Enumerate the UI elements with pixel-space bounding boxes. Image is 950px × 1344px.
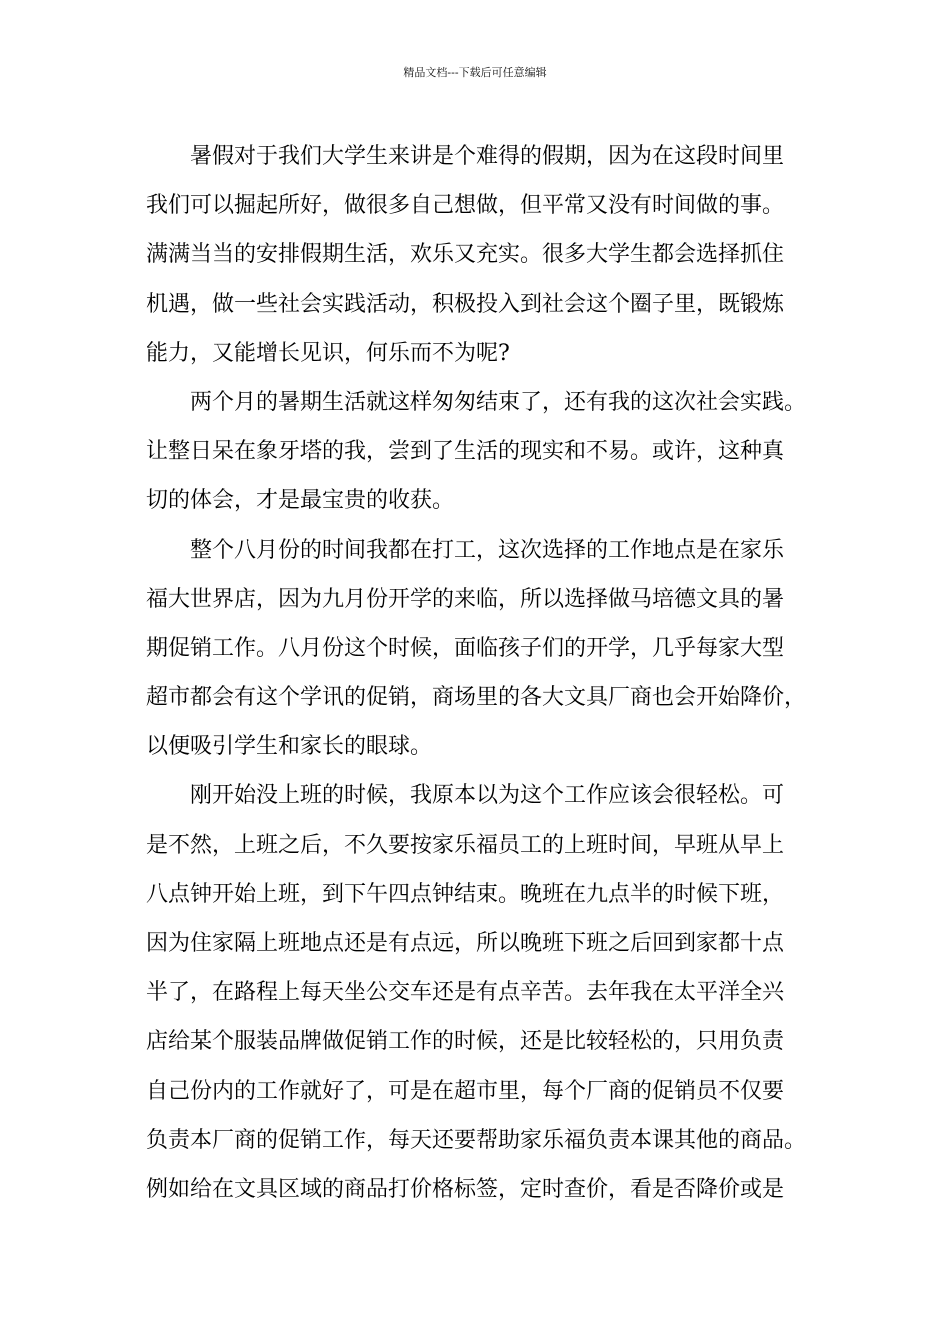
paragraph [146, 771, 818, 1214]
text-line: 刚开始没上班的时候，我原本以为这个工作应该会很轻松。可 [190, 783, 785, 809]
text-line: 半了，在路程上每天坐公交车还是有点辛苦。去年我在太平洋全兴 [146, 980, 785, 1006]
text-line: 负责本厂商的促销工作，每天还要帮助家乐福负责本课其他的商品。 [146, 1127, 807, 1153]
text-line: 机遇，做一些社会实践活动，积极投入到社会这个圈子里，既锻炼 [146, 291, 785, 317]
text-line: 让整日呆在象牙塔的我，尝到了生活的现实和不易。或许，这种真 [146, 439, 785, 465]
text-line: 以便吸引学生和家长的眼球。 [146, 734, 433, 760]
text-line: 福大世界店，因为九月份开学的来临，所以选择做马培德文具的暑 [146, 586, 785, 612]
paragraph [146, 526, 818, 772]
text-line: 超市都会有这个学讯的促销，商场里的各大文具厂商也会开始降价， [146, 685, 807, 711]
text-line: 满满当当的安排假期生活，欢乐又充实。很多大学生都会选择抓住 [146, 242, 785, 268]
text-line: 暑假对于我们大学生来讲是个难得的假期，因为在这段时间里 [190, 144, 785, 169]
paragraph [146, 132, 818, 378]
text-line: 期促销工作。八月份这个时候，面临孩子们的开学，几乎每家大型 [146, 635, 785, 661]
text-line: 能力，又能增长见识，何乐而不为呢? [146, 340, 510, 366]
text-line: 我们可以掘起所好，做很多自己想做，但平常又没有时间做的事。 [146, 193, 785, 219]
page-header: 精品文档---下载后可任意编辑 [403, 66, 547, 79]
paragraph [146, 378, 818, 526]
document-body [146, 132, 818, 1214]
text-line: 八点钟开始上班，到下午四点钟结束。晚班在九点半的时候下班， [146, 881, 785, 907]
text-line: 例如给在文具区域的商品打价格标签，定时查价，看是否降价或是 [146, 1176, 785, 1202]
text-line: 整个八月份的时间我都在打工，这次选择的工作地点是在家乐 [190, 537, 785, 563]
text-line: 两个月的暑期生活就这样匆匆结束了，还有我的这次社会实践。 [190, 389, 807, 415]
text-line: 店给某个服装品牌做促销工作的时候，还是比较轻松的，只用负责 [146, 1029, 785, 1055]
text-line: 自己份内的工作就好了，可是在超市里，每个厂商的促销员不仅要 [146, 1078, 785, 1104]
text-line: 切的体会，才是最宝贵的收获。 [146, 488, 455, 514]
text-line: 因为住家隔上班地点还是有点远，所以晚班下班之后回到家都十点 [146, 931, 785, 956]
text-line: 是不然，上班之后，不久要按家乐福员工的上班时间，早班从早上 [146, 832, 785, 858]
